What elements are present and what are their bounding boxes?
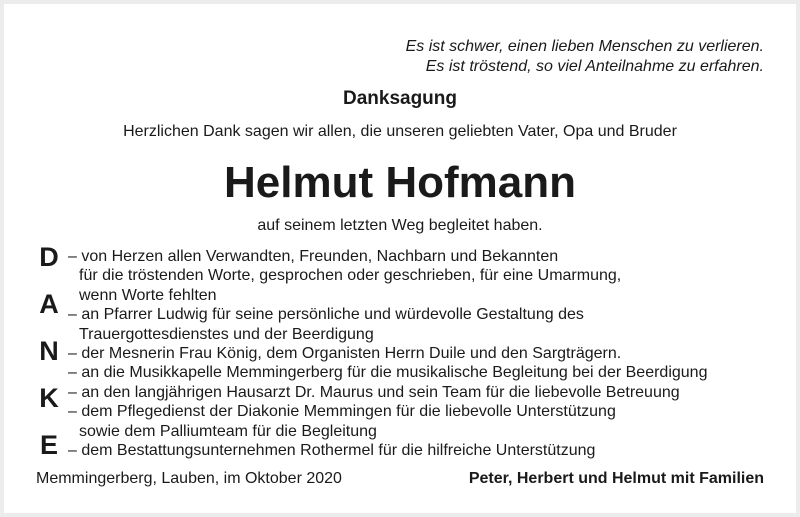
after-name-text: auf seinem letzten Weg begleitet haben. (257, 217, 543, 234)
thanks-line: für die tröstenden Worte, gesprochen oder geschrieben, für eine Umarmung, (79, 267, 622, 285)
danke-letter-n: N (39, 336, 59, 366)
danke-letter-a: A (39, 289, 59, 319)
quote-line-2: Es ist tröstend, so viel Anteilnahme zu erfahren. (425, 58, 764, 75)
thanks-line: – an Pfarrer Ludwig für seine persönliche und würdevolle Gestaltung des (68, 306, 584, 324)
obituary-card (4, 4, 796, 513)
intro-text: Herzlichen Dank sagen wir allen, die unseren geliebten Vater, Opa und Bruder (123, 123, 677, 140)
thanks-line: – an den langjährigen Hausarzt Dr. Maurus und sein Team für die liebevolle Betreuung (68, 383, 680, 401)
danke-letter-e: E (39, 430, 58, 460)
thanks-line: wenn Worte fehlten (79, 286, 217, 304)
thanks-line: – der Mesnerin Frau König, dem Organisten Herrn Duile und den Sargträgern. (68, 345, 622, 363)
deceased-name: Helmut Hofmann (224, 158, 576, 207)
thanks-line: sowie dem Palliumteam für die Begleitung (79, 422, 377, 440)
thanks-line: – an die Musikkapelle Memmingerberg für die musikalische Begleitung bei der Beerdigung (68, 364, 708, 382)
thanks-line: – von Herzen allen Verwandten, Freunden, Nachbarn und Bekannten (68, 248, 559, 265)
heading: Danksagung (342, 88, 458, 109)
quote (406, 37, 764, 77)
thanks-line: – dem Bestattungsunternehmen Rothermel für die hilfreiche Unterstützung (68, 442, 596, 460)
thanks-line: – dem Pflegedienst der Diakonie Memmingen für die liebevolle Unterstützung (68, 403, 616, 421)
family-signature: Peter, Herbert und Helmut mit Familien (468, 470, 764, 487)
danke-letter-k: K (39, 383, 59, 413)
danke-letter-d: D (39, 242, 59, 272)
thanks-list (68, 247, 786, 460)
thanks-line: Trauergottesdienstes und der Beerdigung (79, 325, 374, 343)
place-date: Memmingerberg, Lauben, im Oktober 2020 (36, 470, 342, 487)
quote-line-1: Es ist schwer, einen lieben Menschen zu verlieren. (405, 38, 764, 55)
